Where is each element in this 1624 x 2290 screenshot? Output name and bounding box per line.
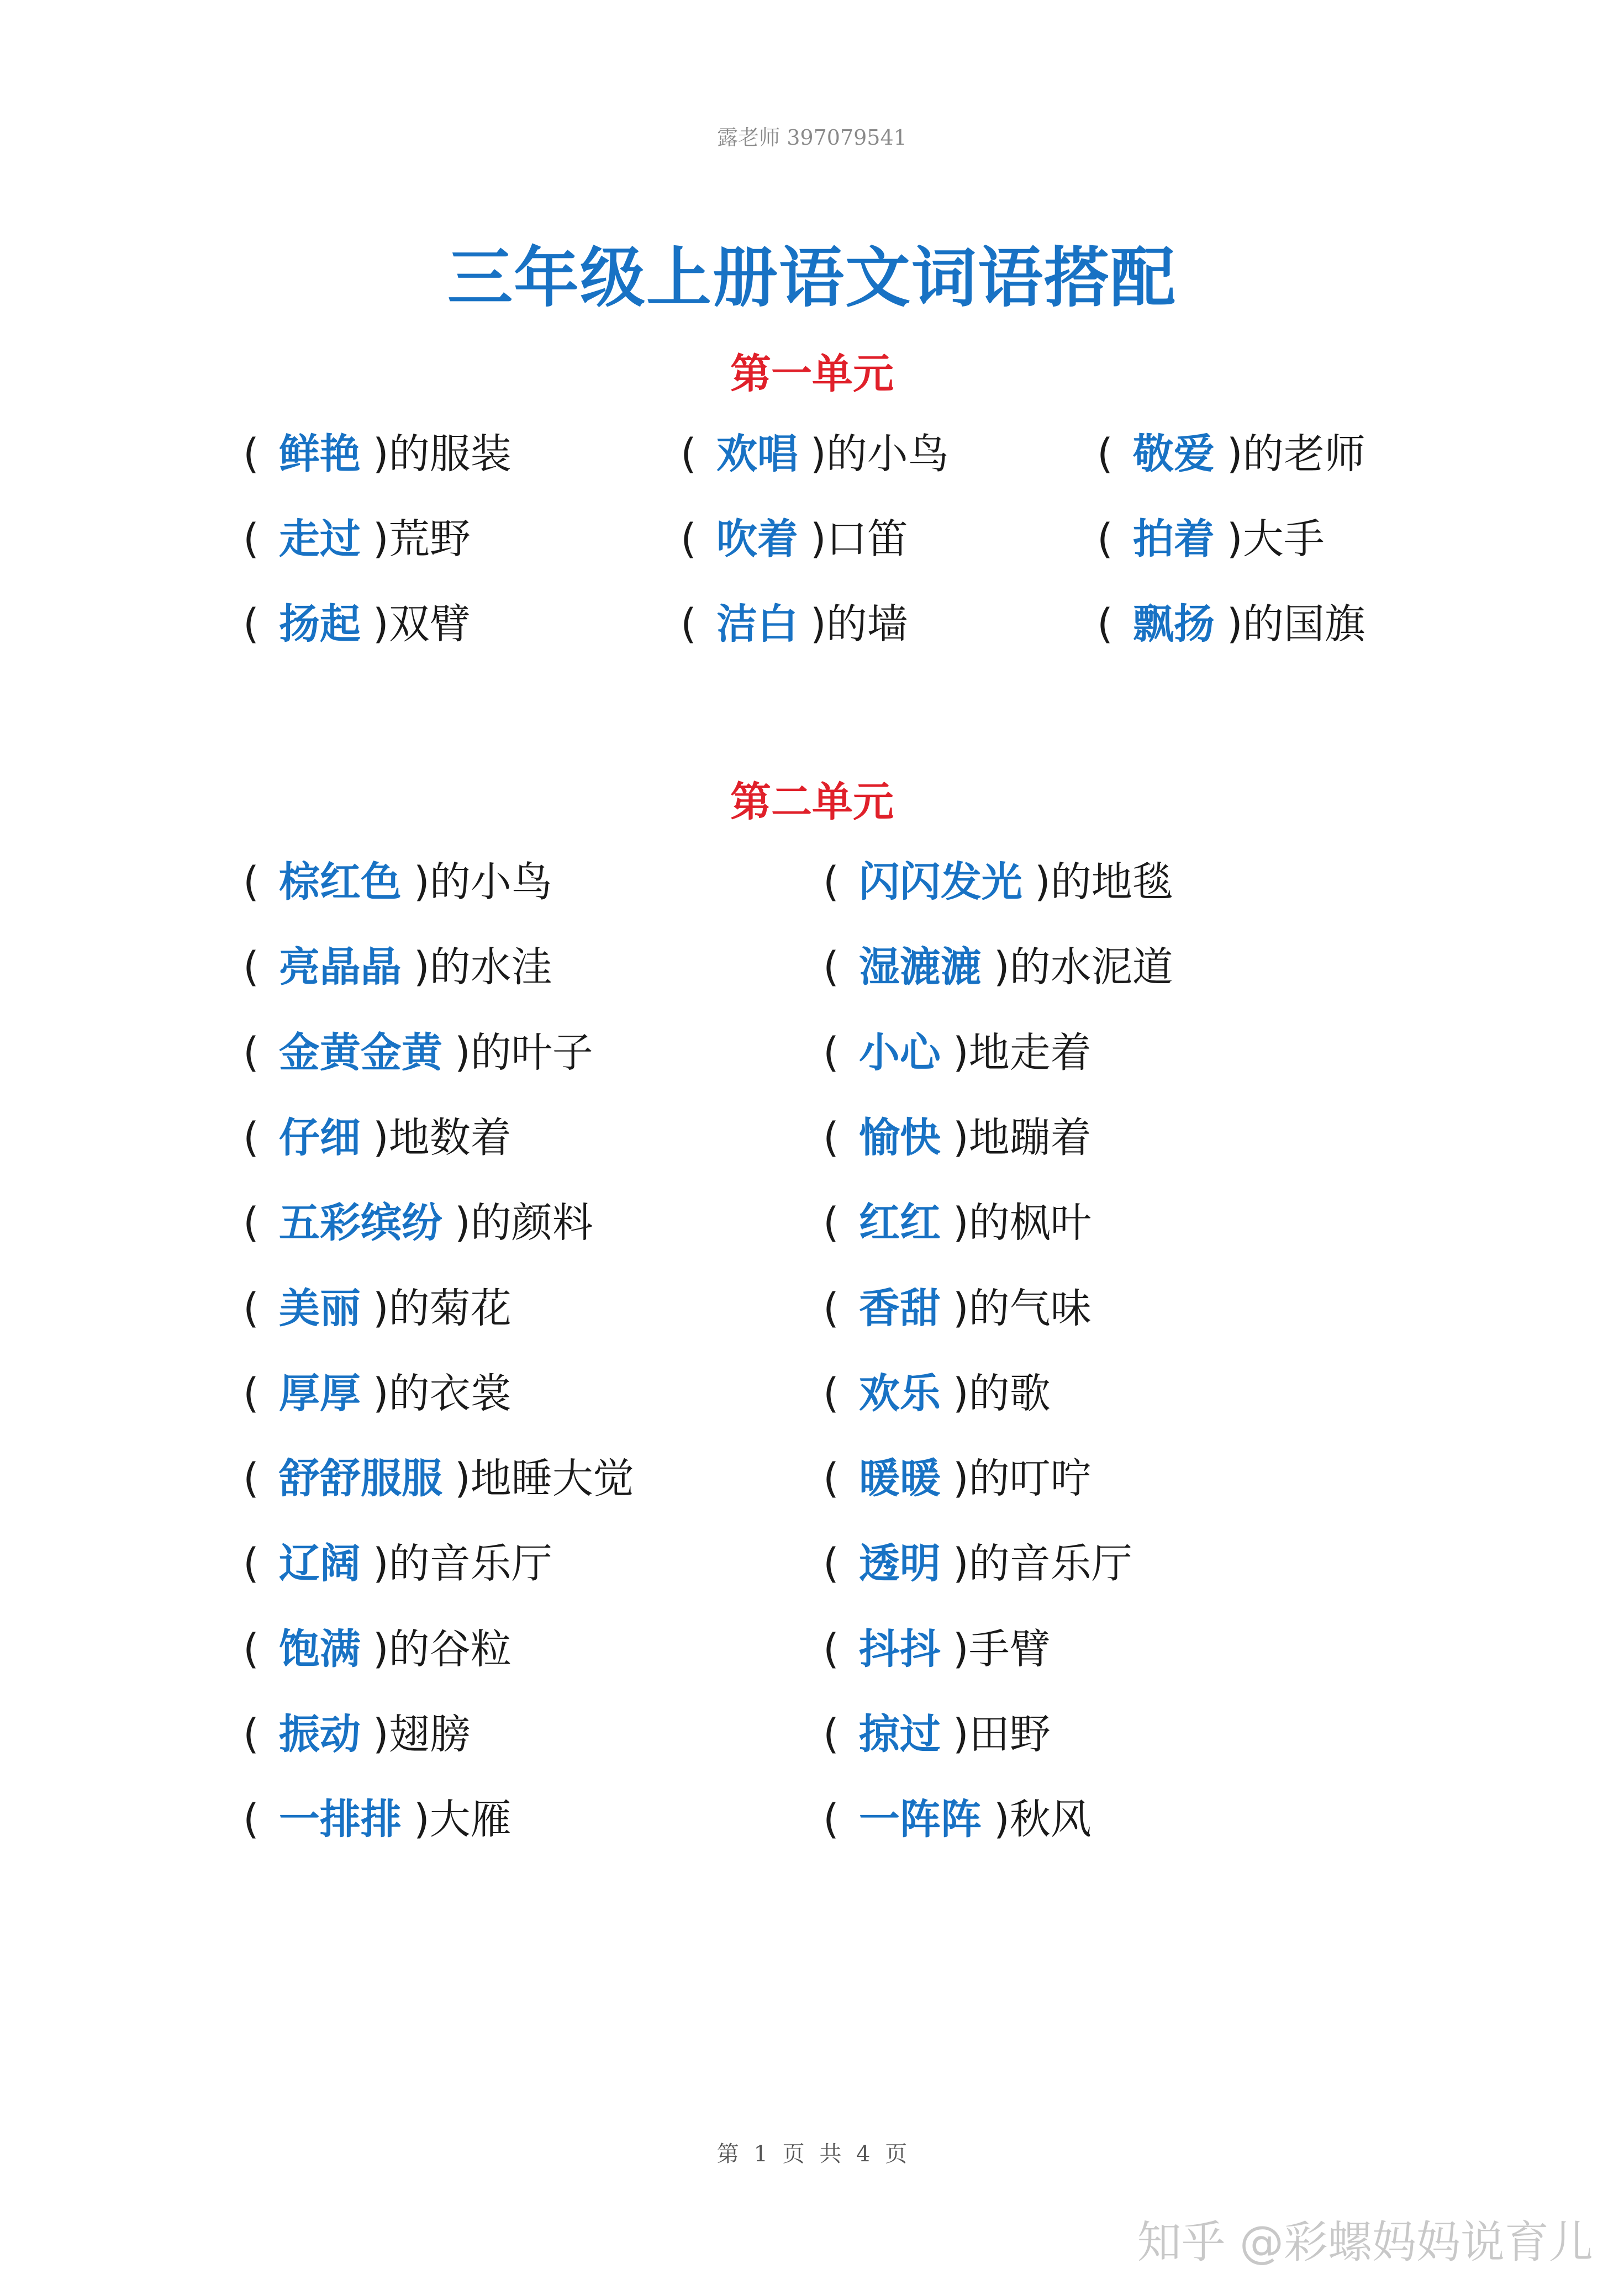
close-paren: ) [413, 1796, 430, 1843]
close-paren: ) [413, 943, 430, 991]
collocation-text: 荒野 [388, 515, 471, 563]
close-paren: ) [372, 1114, 389, 1162]
answer-word: 辽阔 [278, 1540, 361, 1587]
collocation-text: 地睡大觉 [470, 1455, 634, 1502]
word-pair [243, 1366, 512, 1421]
close-paren: ) [952, 1029, 969, 1077]
word-pair [243, 1792, 512, 1847]
answer-word: 饱满 [278, 1626, 361, 1673]
answer-word: 透明 [858, 1540, 941, 1587]
collocation-text: 的颜料 [470, 1199, 593, 1247]
open-paren: ( [823, 1029, 839, 1077]
open-paren: ( [243, 1540, 259, 1587]
word-row [0, 1792, 1624, 1847]
collocation-text: 双臂 [388, 600, 471, 648]
collocation-text: 的枫叶 [968, 1199, 1092, 1247]
collocation-text: 的地毯 [1050, 858, 1173, 906]
answer-word: 鲜艳 [278, 430, 361, 478]
collocation-text: 的小鸟 [826, 430, 949, 478]
close-paren: ) [952, 1370, 969, 1417]
open-paren: ( [681, 430, 697, 478]
word-pair [243, 1707, 471, 1762]
word-pair [681, 597, 908, 652]
answer-word: 金黄金黄 [278, 1029, 442, 1077]
close-paren: ) [454, 1199, 471, 1247]
close-paren: ) [810, 515, 826, 563]
word-row [0, 1451, 1624, 1506]
word-pair [823, 1622, 1051, 1677]
open-paren: ( [823, 1711, 839, 1758]
close-paren: ) [993, 1796, 1010, 1843]
close-paren: ) [372, 1540, 389, 1587]
open-paren: ( [823, 1370, 839, 1417]
open-paren: ( [243, 1370, 259, 1417]
answer-word: 愉快 [858, 1114, 941, 1162]
word-pair [243, 426, 512, 482]
close-paren: ) [372, 600, 389, 648]
answer-word: 红红 [858, 1199, 941, 1247]
open-paren: ( [1097, 430, 1113, 478]
close-paren: ) [810, 430, 826, 478]
collocation-text: 的叮咛 [968, 1455, 1092, 1502]
collocation-text: 的菊花 [388, 1285, 512, 1332]
page-footer: 第 1 页 共 4 页 [716, 2141, 908, 2167]
answer-word: 美丽 [278, 1285, 361, 1332]
word-row [0, 1025, 1624, 1080]
open-paren: ( [243, 1029, 259, 1077]
open-paren: ( [823, 1540, 839, 1587]
word-pair [823, 854, 1173, 910]
close-paren: ) [372, 515, 389, 563]
collocation-text: 的服装 [388, 430, 512, 478]
answer-word: 欢乐 [858, 1370, 941, 1417]
open-paren: ( [243, 1626, 259, 1673]
word-pair [243, 511, 471, 567]
open-paren: ( [243, 1796, 259, 1843]
word-pair [243, 1110, 512, 1165]
open-paren: ( [243, 1455, 259, 1502]
open-paren: ( [823, 1796, 839, 1843]
word-pair [823, 1110, 1092, 1165]
open-paren: ( [243, 858, 259, 906]
word-pair [681, 426, 949, 482]
word-pair [823, 1195, 1092, 1250]
answer-word: 舒舒服服 [278, 1455, 442, 1502]
collocation-text: 的小鸟 [429, 858, 552, 906]
word-row [0, 1281, 1624, 1336]
close-paren: ) [372, 1626, 389, 1673]
word-pair [681, 511, 908, 567]
open-paren: ( [243, 1285, 259, 1332]
close-paren: ) [952, 1540, 969, 1587]
word-row [0, 854, 1624, 910]
close-paren: ) [1226, 600, 1243, 648]
close-paren: ) [952, 1711, 969, 1758]
answer-word: 厚厚 [278, 1370, 361, 1417]
answer-word: 暖暖 [858, 1455, 941, 1502]
open-paren: ( [823, 1285, 839, 1332]
collocation-text: 地数着 [388, 1114, 512, 1162]
close-paren: ) [993, 943, 1010, 991]
answer-word: 振动 [278, 1711, 361, 1758]
answer-word: 欢唱 [716, 430, 798, 478]
answer-word: 抖抖 [858, 1626, 941, 1673]
close-paren: ) [952, 1114, 969, 1162]
close-paren: ) [1226, 515, 1243, 563]
collocation-text: 翅膀 [388, 1711, 471, 1758]
answer-word: 敬爱 [1132, 430, 1215, 478]
word-row [0, 597, 1624, 652]
unit-1-title: 第一单元 [730, 350, 894, 398]
open-paren: ( [823, 1199, 839, 1247]
open-paren: ( [1097, 515, 1113, 563]
close-paren: ) [1226, 430, 1243, 478]
collocation-text: 的叶子 [470, 1029, 593, 1077]
open-paren: ( [681, 600, 697, 648]
watermark: 知乎 @彩螺妈妈说育儿 [1137, 2217, 1593, 2268]
collocation-text: 大雁 [429, 1796, 512, 1843]
close-paren: ) [952, 1626, 969, 1673]
open-paren: ( [243, 1114, 259, 1162]
word-row [0, 511, 1624, 567]
word-row [0, 1622, 1624, 1677]
answer-word: 闪闪发光 [858, 858, 1022, 906]
word-pair [823, 1366, 1051, 1421]
open-paren: ( [823, 1455, 839, 1502]
answer-word: 拍着 [1132, 515, 1215, 563]
answer-word: 吹着 [716, 515, 798, 563]
open-paren: ( [243, 430, 259, 478]
answer-word: 湿漉漉 [858, 943, 982, 991]
collocation-text: 的墙 [826, 600, 908, 648]
close-paren: ) [454, 1029, 471, 1077]
answer-word: 扬起 [278, 600, 361, 648]
collocation-text: 的音乐厅 [388, 1540, 552, 1587]
close-paren: ) [413, 858, 430, 906]
answer-word: 香甜 [858, 1285, 941, 1332]
open-paren: ( [823, 943, 839, 991]
answer-word: 洁白 [716, 600, 798, 648]
close-paren: ) [952, 1455, 969, 1502]
word-pair [823, 940, 1173, 995]
answer-word: 仔细 [278, 1114, 361, 1162]
close-paren: ) [952, 1199, 969, 1247]
open-paren: ( [243, 1711, 259, 1758]
close-paren: ) [372, 1370, 389, 1417]
word-row [0, 1366, 1624, 1421]
collocation-text: 的国旗 [1242, 600, 1365, 648]
collocation-text: 的谷粒 [388, 1626, 512, 1673]
close-paren: ) [952, 1285, 969, 1332]
word-pair [243, 940, 552, 995]
word-pair [243, 1025, 593, 1080]
collocation-text: 的水泥道 [1009, 943, 1173, 991]
collocation-text: 的衣裳 [388, 1370, 512, 1417]
word-row [0, 1707, 1624, 1762]
word-pair [823, 1707, 1051, 1762]
open-paren: ( [823, 858, 839, 906]
word-pair [823, 1451, 1092, 1506]
word-row [0, 940, 1624, 995]
word-pair [243, 1195, 593, 1250]
word-pair [823, 1281, 1092, 1336]
word-row [0, 1110, 1624, 1165]
open-paren: ( [243, 600, 259, 648]
answer-word: 小心 [858, 1029, 941, 1077]
open-paren: ( [823, 1114, 839, 1162]
close-paren: ) [454, 1455, 471, 1502]
word-pair [243, 597, 471, 652]
collocation-text: 的音乐厅 [968, 1540, 1132, 1587]
word-pair [823, 1792, 1092, 1847]
word-pair [243, 1451, 634, 1506]
answer-word: 棕红色 [278, 858, 402, 906]
close-paren: ) [1034, 858, 1051, 906]
answer-word: 走过 [278, 515, 361, 563]
open-paren: ( [1097, 600, 1113, 648]
open-paren: ( [243, 1199, 259, 1247]
collocation-text: 地蹦着 [968, 1114, 1092, 1162]
answer-word: 掠过 [858, 1711, 941, 1758]
collocation-text: 的歌 [968, 1370, 1051, 1417]
open-paren: ( [243, 515, 259, 563]
word-pair [243, 1281, 512, 1336]
word-pair [243, 1622, 512, 1677]
collocation-text: 田野 [968, 1711, 1051, 1758]
close-paren: ) [372, 430, 389, 478]
collocation-text: 地走着 [968, 1029, 1092, 1077]
close-paren: ) [372, 1711, 389, 1758]
word-pair [243, 1536, 552, 1591]
word-row [0, 426, 1624, 482]
collocation-text: 的水洼 [429, 943, 552, 991]
collocation-text: 的老师 [1242, 430, 1365, 478]
close-paren: ) [372, 1285, 389, 1332]
open-paren: ( [823, 1626, 839, 1673]
word-pair [1097, 426, 1365, 482]
word-pair [823, 1536, 1132, 1591]
unit-2-title: 第二单元 [730, 778, 894, 826]
collocation-text: 大手 [1242, 515, 1325, 563]
answer-word: 一阵阵 [858, 1796, 982, 1843]
answer-word: 亮晶晶 [278, 943, 402, 991]
answer-word: 五彩缤纷 [278, 1199, 442, 1247]
answer-word: 飘扬 [1132, 600, 1215, 648]
close-paren: ) [810, 600, 826, 648]
header-note: 露老师 397079541 [717, 125, 907, 150]
collocation-text: 口笛 [826, 515, 908, 563]
word-pair [823, 1025, 1092, 1080]
open-paren: ( [681, 515, 697, 563]
word-pair [1097, 511, 1325, 567]
page-title: 三年级上册语文词语搭配 [447, 240, 1177, 316]
collocation-text: 手臂 [968, 1626, 1051, 1673]
answer-word: 一排排 [278, 1796, 402, 1843]
word-pair [243, 854, 552, 910]
open-paren: ( [243, 943, 259, 991]
word-row [0, 1195, 1624, 1250]
collocation-text: 秋风 [1009, 1796, 1092, 1843]
collocation-text: 的气味 [968, 1285, 1092, 1332]
word-row [0, 1536, 1624, 1591]
word-pair [1097, 597, 1365, 652]
